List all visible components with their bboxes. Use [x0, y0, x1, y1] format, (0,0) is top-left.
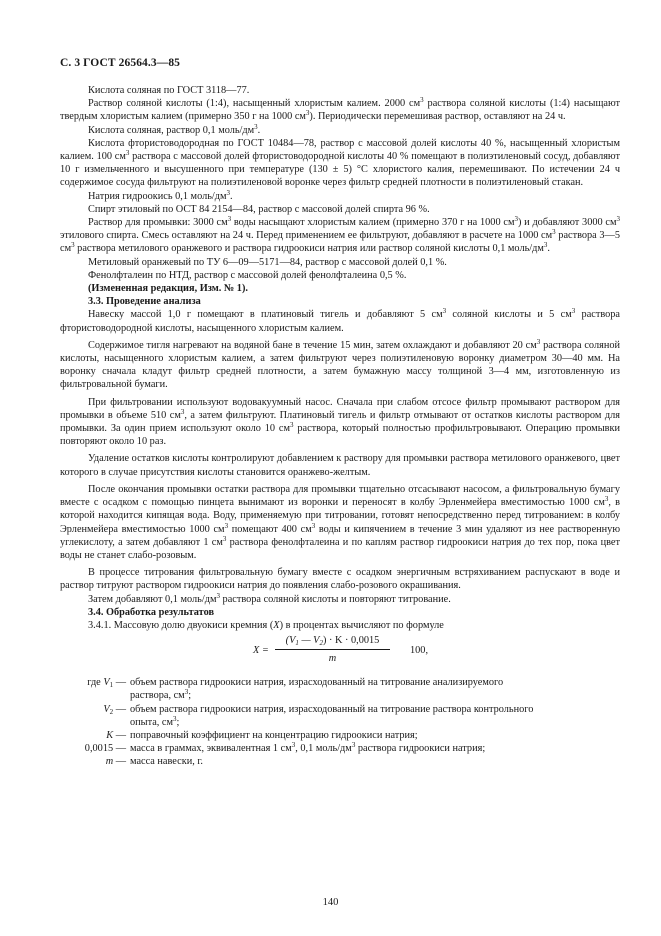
paragraph: Удаление остатков кислоты контролируют добавлением к раствору для промывки раствора метилового оранжевого, цвет которого в случае присутствия кислоты становится оранжево-желтым.: [60, 453, 620, 478]
amendment-note: (Измененная редакция, Изм. № 1).: [88, 283, 248, 295]
formula-numerator: ($V_1$ — $V_2) \cdot K \cdot 0,0015$: [275, 634, 390, 650]
formula-lhs: X =: [253, 645, 269, 657]
paragraph: Содержимое тигля нагревают на водяной бане в течение 15 мин, затем охлаждают и добавляют 20 $см^3$ раствора соляной кислоты, насыщенного хлористым калием, а затем фильтруют через полиэтиленовую воронку диаметром 30—40 мм. На воронку сначала кладут фильтр средней плотности, а затем бумажную массу толщиной 3—4 мм, изготовленную из фильтровальной бумаги.: [60, 337, 620, 391]
document-body: [60, 84, 620, 769]
formula: [60, 634, 620, 672]
page-number: 140: [322, 897, 339, 908]
paragraph: Спирт этиловый по ОСТ 84 2154—84, раствор с массовой долей спирта 96 %.: [88, 203, 430, 215]
paragraph: Метиловый оранжевый по ТУ 6—09—5171—84, раствор с массовой долей 0,1 %.: [88, 256, 447, 268]
paragraph: Кислота фтористоводородная по ГОСТ 10484—78, раствор с массовой долей кислоты 40 %, насыщенный хлористым калием. 100 $см^3$ раствора с массовой долей фтористоводородной кислоты 40 % помещают в полиэтиленовый сосуд, добавляют 10 г измельченного и высушенного при температуре (130 ± 5) °С хлористого калия, перемешивают. По истечении 24 ч содержимое сосуда фильтруют на полиэтиленовой воронке через фильтр средней плотности в полиэтиленовый стакан.: [60, 137, 620, 189]
section-heading: 3.4. Обработка результатов: [88, 606, 215, 618]
paragraph: В процессе титрования фильтровальную бумагу вместе с осадком энергичным встряхиванием распускают в воде и раствор титруют раствором гидроокиси натрия до появления слабо-розового окрашивания.: [60, 567, 620, 592]
formula-denominator: m: [328, 653, 337, 665]
paragraph: Кислота соляная, раствор 0,1 моль/$дм^3$.: [88, 122, 261, 136]
paragraph: Раствор для промывки: 3000 $см^3$ воды насыщают хлористым калием (примерно 370 г на 1000 $см^3$) и добавляют 3000 $см^3$ этилового спирта. Смесь оставляют на 24 ч. Перед применением ее фильтруют, добавляют в расчете на 1000 $см^3$ раствора 3—5 $см^3$ раствора метилового оранжевого и раствора гидроокиси натрия или раствор соляной кислоты 0,1 моль/$дм^3$.: [60, 215, 621, 255]
paragraph: Затем добавляют 0,1 моль/$дм^3$ раствора соляной кислоты и повторяют титрование.: [88, 591, 451, 605]
paragraph: Кислота соляная по ГОСТ 3118—77.: [88, 85, 250, 96]
legend-row: 0,0015 — масса в граммах, эквивалентная 1 $см^3$, 0,1 моль/$дм^3$ раствора гидроокиси натрия;: [84, 741, 486, 755]
formula-legend: [60, 676, 620, 768]
paragraph: Навеску массой 1,0 г помещают в платиновый тигель и добавляют 5 $см^3$ соляной кислоты и 5 $см^3$ раствора фтористоводородной кислоты, насыщенного хлористым калием.: [60, 307, 620, 334]
legend-row: m — масса навески, г.: [105, 756, 204, 768]
page-header: С. 3 ГОСТ 26564.3—85: [60, 57, 181, 69]
paragraph: При фильтровании используют водовакуумный насос. Сначала при слабом отсосе фильтр промывают раствором для промывки в объеме 510 $см^3$, а затем фильтруют. Платиновый тигель и фильтр отмывают от остатков кислоты раствором для промывки. За один прием используют около 10 $см^3$ раствора, который полностью профильтровывают. Операцию промывки повторяют около 10 раз.: [60, 396, 620, 448]
paragraph: После окончания промывки остатки раствора для промывки тщательно отсасывают насосом, а фильтровальную бумагу вместе с осадком с помощью пинцета вынимают из воронки и переносят в колбу Эрленмейера вместимостью 1000 $см^3$, в которой находится кипящая вода. Воду, применяемую при титровании, готовят непосредственно перед титрованием: в колбу Эрленмейера вместимостью 1000 $см^3$ помещают 400 $см^3$ воды и кипячением в течение 3 мин удаляют из нее растворенную углекислоту, а затем добавляют 1 $см^3$ раствора фенолфталеина и по каплям раствор гидроокиси натрия до тех пор, пока цвет воды не станет слабо-розовым.: [60, 483, 621, 561]
formula-multiplier: 100,: [410, 645, 429, 657]
section-heading: 3.3. Проведение анализа: [88, 296, 201, 308]
paragraph: 3.4.1. Массовую долю двуокиси кремния (X) в процентах вычисляют по формуле: [88, 619, 444, 631]
legend-row: где $V_1$ — объем раствора гидроокиси натрия, израсходованный на титрование анализируемого раствора, $см^3$;: [87, 677, 504, 702]
paragraph: Натрия гидроокись 0,1 моль/$дм^3$.: [88, 188, 233, 202]
formula-fraction: [275, 634, 390, 665]
legend-row: K — поправочный коэффициент на концентрацию гидроокиси натрия;: [106, 729, 418, 741]
legend-row: $V_2$ — объем раствора гидроокиси натрия, израсходованный на титрование раствора контрольного опыта, $см^3$;: [103, 703, 534, 728]
paragraph: Фенолфталеин по НТД, раствор с массовой долей фенолфталеина 0,5 %.: [88, 269, 407, 281]
paragraph: Раствор соляной кислоты (1:4), насыщенный хлористым калием. 2000 $см^3$ раствора соляной кислоты (1:4) насыщают твердым хлористым калием (примерно 350 г на 1000 $см^3$). Периодически перемешивая раствор, оставляют на 24 ч.: [60, 96, 621, 123]
